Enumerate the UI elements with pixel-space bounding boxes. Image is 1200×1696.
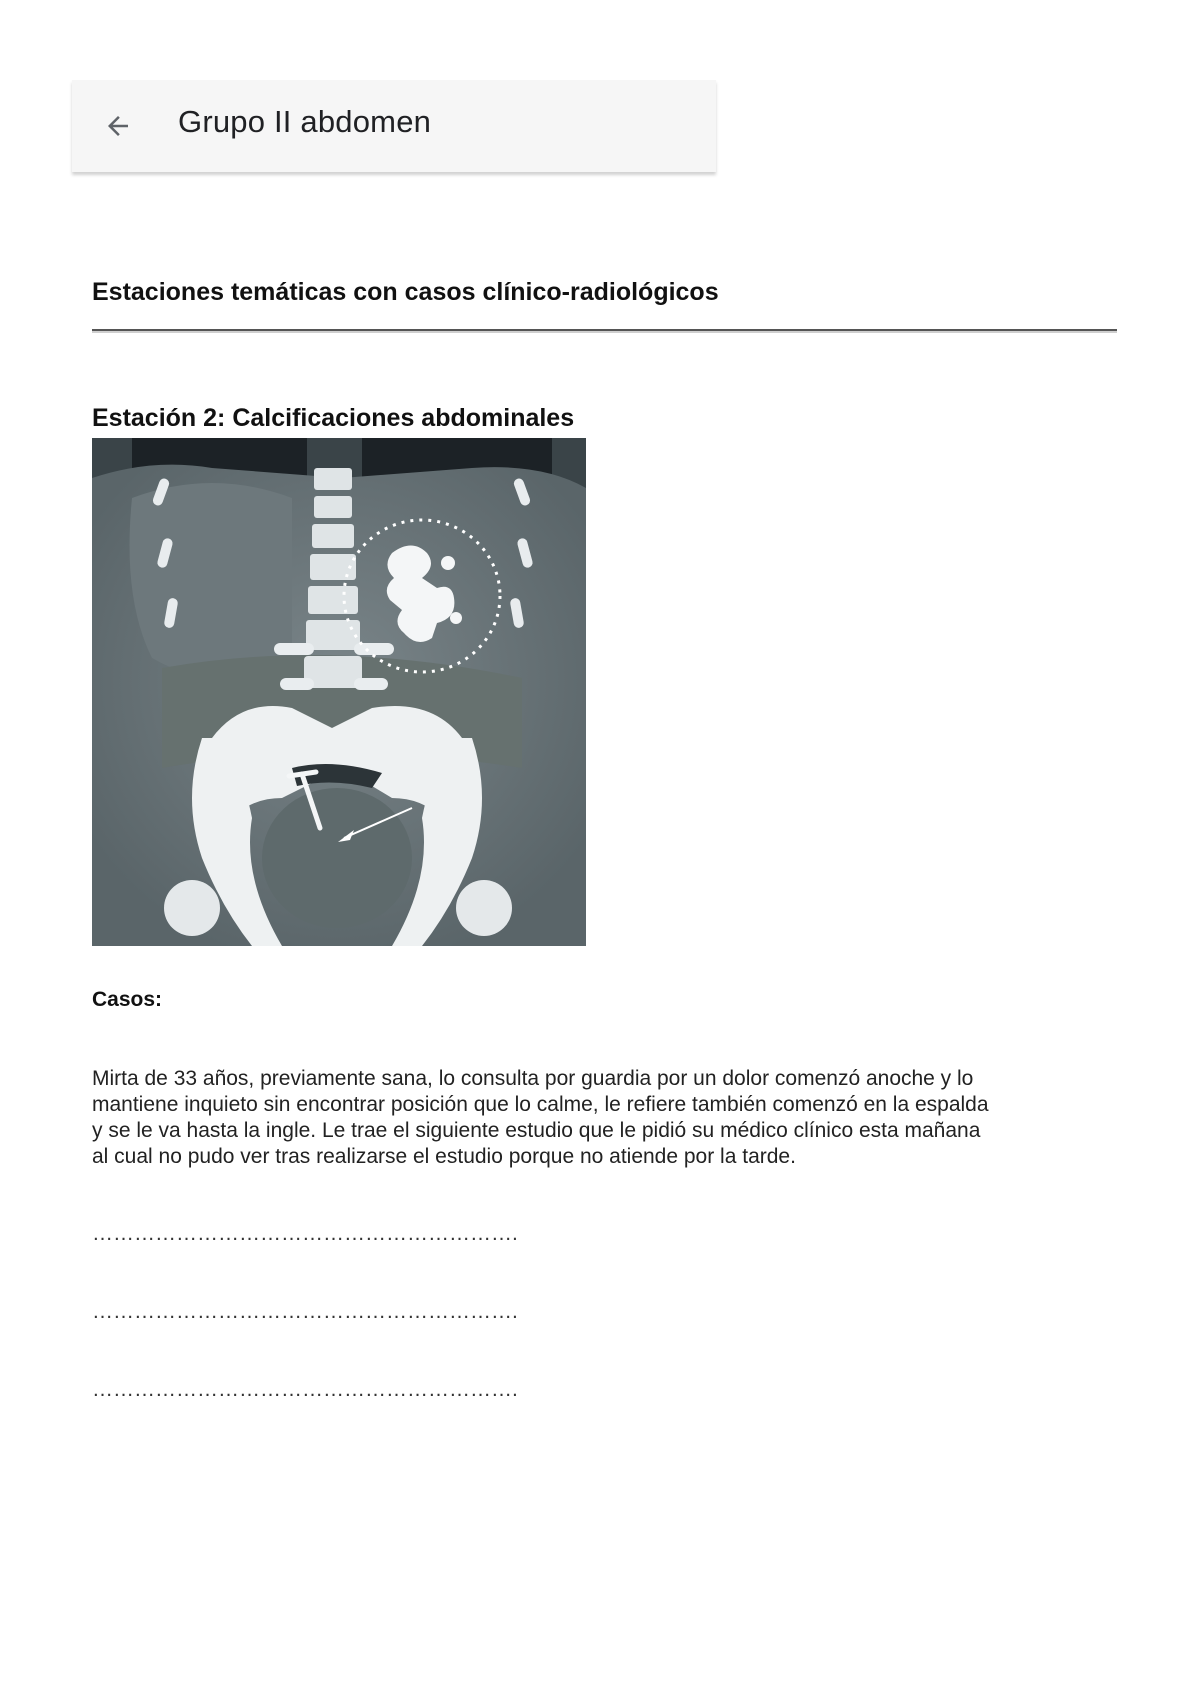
app-bar — [72, 80, 716, 172]
case-line: y se le va hasta la ingle. Le trae el siguiente estudio que le pidió su médico clínico esta mañana — [92, 1119, 981, 1142]
arrow-left-icon — [103, 111, 133, 141]
answer-line: ……………………………………………………. — [92, 1378, 518, 1401]
answer-line: ……………………………………………………. — [92, 1300, 518, 1323]
back-button[interactable] — [94, 102, 142, 150]
case-description — [92, 1066, 1122, 1170]
case-line: Mirta de 33 años, previamente sana, lo consulta por guardia por un dolor comenzó anoche y lo — [92, 1067, 974, 1090]
cases-label: Casos: — [92, 988, 163, 1011]
section-heading: Estaciones temáticas con casos clínico-radiológicos — [92, 278, 719, 306]
answer-line: ……………………………………………………. — [92, 1222, 518, 1245]
case-line: al cual no pudo ver tras realizarse el estudio porque no atiende por la tarde. — [92, 1145, 796, 1168]
divider — [92, 329, 1117, 333]
page-title: Grupo II abdomen — [178, 104, 432, 139]
ct-scan-image — [92, 438, 586, 946]
case-line: mantiene inquieto sin encontrar posición que lo calme, le refiere también comenzó en la espalda — [92, 1093, 989, 1116]
station-heading: Estación 2: Calcificaciones abdominales — [92, 404, 575, 432]
